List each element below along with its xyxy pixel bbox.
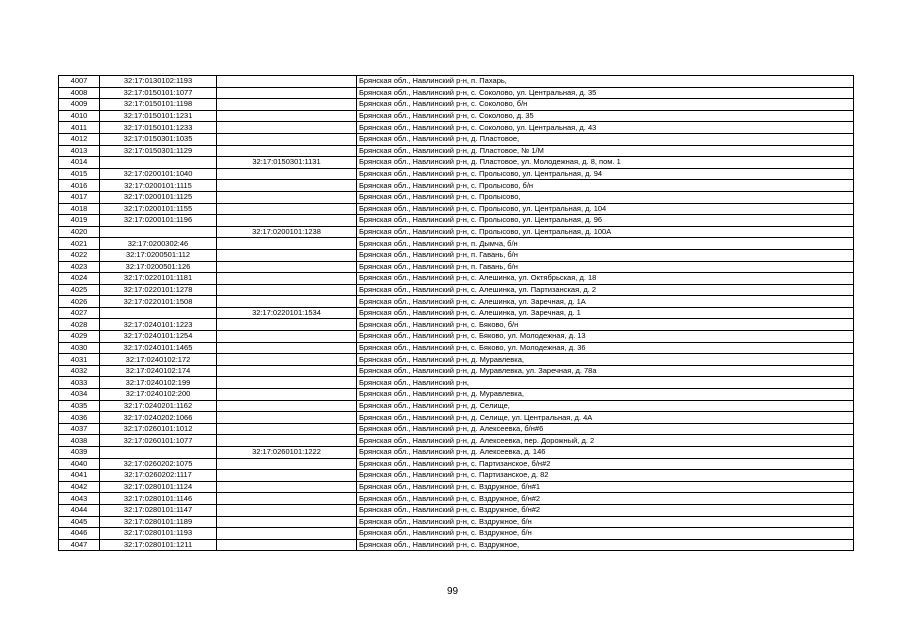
cadastral-number-cell: 32:17:0240202:1066 xyxy=(100,412,217,424)
table-row xyxy=(59,226,854,238)
table-row xyxy=(59,470,854,482)
table-row xyxy=(59,481,854,493)
registry-table-body xyxy=(59,76,854,551)
cadastral-number-cell: 32:17:0260101:1077 xyxy=(100,435,217,447)
cadastral-number-cell xyxy=(100,307,217,319)
row-number-cell: 4042 xyxy=(59,481,100,493)
table-row xyxy=(59,180,854,192)
address-cell: Брянская обл., Навлинский р-н, с. Вздружное, б/н#2 xyxy=(357,493,854,505)
cadastral-number-alt-cell: 32:17:0150301:1131 xyxy=(217,157,357,169)
table-row xyxy=(59,191,854,203)
cadastral-number-alt-cell xyxy=(217,191,357,203)
cadastral-number-cell: 32:17:0200501:126 xyxy=(100,261,217,273)
cadastral-number-alt-cell xyxy=(217,168,357,180)
cadastral-number-cell: 32:17:0280101:1211 xyxy=(100,539,217,551)
cadastral-number-cell: 32:17:0240102:172 xyxy=(100,354,217,366)
row-number-cell: 4041 xyxy=(59,470,100,482)
cadastral-number-alt-cell xyxy=(217,180,357,192)
address-cell: Брянская обл., Навлинский р-н, д. Муравлевка, ул. Заречная, д. 78а xyxy=(357,365,854,377)
cadastral-number-alt-cell xyxy=(217,528,357,540)
address-cell: Брянская обл., Навлинский р-н, с. Соколово, ул. Центральная, д. 35 xyxy=(357,87,854,99)
cadastral-number-cell: 32:17:0280101:1189 xyxy=(100,516,217,528)
row-number-cell: 4028 xyxy=(59,319,100,331)
cadastral-number-cell: 32:17:0240102:174 xyxy=(100,365,217,377)
cadastral-number-alt-cell xyxy=(217,261,357,273)
table-row xyxy=(59,354,854,366)
cadastral-number-cell: 32:17:0150101:1198 xyxy=(100,99,217,111)
cadastral-number-cell: 32:17:0220101:1278 xyxy=(100,284,217,296)
cadastral-number-alt-cell xyxy=(217,470,357,482)
table-row xyxy=(59,539,854,551)
row-number-cell: 4035 xyxy=(59,400,100,412)
row-number-cell: 4038 xyxy=(59,435,100,447)
table-row xyxy=(59,319,854,331)
address-cell: Брянская обл., Навлинский р-н, с. Соколово, д. 35 xyxy=(357,110,854,122)
cadastral-number-cell: 32:17:0150101:1233 xyxy=(100,122,217,134)
table-row xyxy=(59,145,854,157)
page-number: 99 xyxy=(446,586,459,597)
row-number-cell: 4010 xyxy=(59,110,100,122)
row-number-cell: 4007 xyxy=(59,76,100,88)
cadastral-number-cell: 32:17:0240102:199 xyxy=(100,377,217,389)
row-number-cell: 4027 xyxy=(59,307,100,319)
cadastral-number-cell: 32:17:0240101:1254 xyxy=(100,331,217,343)
address-cell: Брянская обл., Навлинский р-н, с. Вздружное, б/н xyxy=(357,516,854,528)
address-cell: Брянская обл., Навлинский р-н, с. Алешинка, ул. Заречная, д. 1 xyxy=(357,307,854,319)
cadastral-number-alt-cell: 32:17:0200101:1238 xyxy=(217,226,357,238)
cadastral-number-cell: 32:17:0240101:1465 xyxy=(100,342,217,354)
row-number-cell: 4043 xyxy=(59,493,100,505)
cadastral-number-alt-cell xyxy=(217,354,357,366)
address-cell: Брянская обл., Навлинский р-н, с. Партизанское, д. 82 xyxy=(357,470,854,482)
table-row xyxy=(59,76,854,88)
cadastral-number-alt-cell xyxy=(217,273,357,285)
row-number-cell: 4039 xyxy=(59,447,100,459)
address-cell: Брянская обл., Навлинский р-н, с. Пролысово, xyxy=(357,191,854,203)
cadastral-number-alt-cell xyxy=(217,504,357,516)
row-number-cell: 4017 xyxy=(59,191,100,203)
table-row xyxy=(59,516,854,528)
table-row xyxy=(59,284,854,296)
row-number-cell: 4032 xyxy=(59,365,100,377)
address-cell: Брянская обл., Навлинский р-н, с. Алешинка, ул. Заречная, д. 1А xyxy=(357,296,854,308)
address-cell: Брянская обл., Навлинский р-н, с. Пролысово, ул. Центральная, д. 104 xyxy=(357,203,854,215)
cadastral-number-cell: 32:17:0150301:1035 xyxy=(100,133,217,145)
cadastral-number-alt-cell: 32:17:0260101:1222 xyxy=(217,447,357,459)
address-cell: Брянская обл., Навлинский р-н, с. Алешинка, ул. Октябрьская, д. 18 xyxy=(357,273,854,285)
address-cell: Брянская обл., Навлинский р-н, д. Пластовое, xyxy=(357,133,854,145)
table-row xyxy=(59,423,854,435)
table-row xyxy=(59,307,854,319)
cadastral-number-cell: 32:17:0150101:1077 xyxy=(100,87,217,99)
row-number-cell: 4011 xyxy=(59,122,100,134)
table-row xyxy=(59,203,854,215)
row-number-cell: 4031 xyxy=(59,354,100,366)
cadastral-number-alt-cell xyxy=(217,389,357,401)
address-cell: Брянская обл., Навлинский р-н, с. Бяково, б/н xyxy=(357,319,854,331)
cadastral-number-cell: 32:17:0240101:1223 xyxy=(100,319,217,331)
cadastral-number-cell: 32:17:0200101:1196 xyxy=(100,215,217,227)
cadastral-number-alt-cell xyxy=(217,539,357,551)
cadastral-number-alt-cell xyxy=(217,87,357,99)
table-row xyxy=(59,238,854,250)
table-row xyxy=(59,389,854,401)
row-number-cell: 4040 xyxy=(59,458,100,470)
address-cell: Брянская обл., Навлинский р-н, с. Вздружное, xyxy=(357,539,854,551)
address-cell: Брянская обл., Навлинский р-н, п. Пахарь, xyxy=(357,76,854,88)
address-cell: Брянская обл., Навлинский р-н, п. Гавань, б/н xyxy=(357,261,854,273)
cadastral-number-alt-cell xyxy=(217,238,357,250)
cadastral-number-alt-cell xyxy=(217,516,357,528)
table-row xyxy=(59,377,854,389)
address-cell: Брянская обл., Навлинский р-н, с. Пролысово, ул. Центральная, д. 96 xyxy=(357,215,854,227)
cadastral-number-alt-cell xyxy=(217,331,357,343)
address-cell: Брянская обл., Навлинский р-н, д. Алексеевка, д. 146 xyxy=(357,447,854,459)
row-number-cell: 4015 xyxy=(59,168,100,180)
address-cell: Брянская обл., Навлинский р-н, п. Дымча, б/н xyxy=(357,238,854,250)
table-row xyxy=(59,261,854,273)
cadastral-number-cell: 32:17:0260101:1012 xyxy=(100,423,217,435)
address-cell: Брянская обл., Навлинский р-н, д. Алексеевка, пер. Дорожный, д. 2 xyxy=(357,435,854,447)
row-number-cell: 4045 xyxy=(59,516,100,528)
cadastral-number-cell: 32:17:0280101:1147 xyxy=(100,504,217,516)
address-cell: Брянская обл., Навлинский р-н, с. Пролысово, б/н xyxy=(357,180,854,192)
cadastral-number-alt-cell xyxy=(217,377,357,389)
cadastral-number-alt-cell xyxy=(217,493,357,505)
table-row xyxy=(59,122,854,134)
cadastral-number-cell: 32:17:0220101:1181 xyxy=(100,273,217,285)
row-number-cell: 4033 xyxy=(59,377,100,389)
cadastral-number-alt-cell xyxy=(217,133,357,145)
cadastral-number-cell xyxy=(100,157,217,169)
cadastral-number-alt-cell xyxy=(217,412,357,424)
cadastral-number-cell: 32:17:0130102:1193 xyxy=(100,76,217,88)
address-cell: Брянская обл., Навлинский р-н, с. Алешинка, ул. Партизанская, д. 2 xyxy=(357,284,854,296)
cadastral-number-cell: 32:17:0200501:112 xyxy=(100,249,217,261)
table-row xyxy=(59,296,854,308)
row-number-cell: 4022 xyxy=(59,249,100,261)
row-number-cell: 4009 xyxy=(59,99,100,111)
cadastral-number-alt-cell xyxy=(217,481,357,493)
address-cell: Брянская обл., Навлинский р-н, д. Пластовое, № 1/М xyxy=(357,145,854,157)
address-cell: Брянская обл., Навлинский р-н, с. Бяково, ул. Молодежная, д. 13 xyxy=(357,331,854,343)
cadastral-number-alt-cell xyxy=(217,365,357,377)
cadastral-number-cell: 32:17:0200302:46 xyxy=(100,238,217,250)
cadastral-number-cell: 32:17:0200101:1040 xyxy=(100,168,217,180)
row-number-cell: 4012 xyxy=(59,133,100,145)
cadastral-number-alt-cell xyxy=(217,319,357,331)
row-number-cell: 4013 xyxy=(59,145,100,157)
address-cell: Брянская обл., Навлинский р-н, д. Муравлевка, xyxy=(357,354,854,366)
cadastral-number-cell: 32:17:0240201:1162 xyxy=(100,400,217,412)
row-number-cell: 4023 xyxy=(59,261,100,273)
cadastral-number-cell: 32:17:0260202:1075 xyxy=(100,458,217,470)
address-cell: Брянская обл., Навлинский р-н, с. Бяково, ул. Молодежная, д. 36 xyxy=(357,342,854,354)
row-number-cell: 4018 xyxy=(59,203,100,215)
cadastral-number-cell: 32:17:0200101:1115 xyxy=(100,180,217,192)
table-row xyxy=(59,157,854,169)
cadastral-number-cell: 32:17:0280101:1146 xyxy=(100,493,217,505)
row-number-cell: 4025 xyxy=(59,284,100,296)
table-row xyxy=(59,110,854,122)
table-row xyxy=(59,87,854,99)
cadastral-number-alt-cell xyxy=(217,458,357,470)
row-number-cell: 4030 xyxy=(59,342,100,354)
table-row xyxy=(59,99,854,111)
table-row xyxy=(59,168,854,180)
address-cell: Брянская обл., Навлинский р-н, п. Гавань, б/н xyxy=(357,249,854,261)
table-row xyxy=(59,249,854,261)
row-number-cell: 4016 xyxy=(59,180,100,192)
cadastral-number-alt-cell xyxy=(217,122,357,134)
cadastral-number-cell: 32:17:0200101:1125 xyxy=(100,191,217,203)
address-cell: Брянская обл., Навлинский р-н, д. Алексеевка, б/н#6 xyxy=(357,423,854,435)
table-row xyxy=(59,331,854,343)
cadastral-number-cell xyxy=(100,447,217,459)
address-cell: Брянская обл., Навлинский р-н, с. Вздружное, б/н#2 xyxy=(357,504,854,516)
address-cell: Брянская обл., Навлинский р-н, д. Пластовое, ул. Молодежная, д. 8, пом. 1 xyxy=(357,157,854,169)
cadastral-number-cell: 32:17:0200101:1155 xyxy=(100,203,217,215)
address-cell: Брянская обл., Навлинский р-н, с. Пролысово, ул. Центральная, д. 94 xyxy=(357,168,854,180)
address-cell: Брянская обл., Навлинский р-н, д. Муравлевка, xyxy=(357,389,854,401)
cadastral-number-alt-cell xyxy=(217,423,357,435)
row-number-cell: 4029 xyxy=(59,331,100,343)
cadastral-number-alt-cell xyxy=(217,342,357,354)
property-registry-table xyxy=(58,75,854,551)
address-cell: Брянская обл., Навлинский р-н, с. Вздружное, б/н#1 xyxy=(357,481,854,493)
row-number-cell: 4046 xyxy=(59,528,100,540)
table-row xyxy=(59,435,854,447)
cadastral-number-alt-cell xyxy=(217,284,357,296)
cadastral-number-cell xyxy=(100,226,217,238)
row-number-cell: 4026 xyxy=(59,296,100,308)
address-cell: Брянская обл., Навлинский р-н, с. Партизанское, б/н#2 xyxy=(357,458,854,470)
cadastral-number-cell: 32:17:0280101:1124 xyxy=(100,481,217,493)
address-cell: Брянская обл., Навлинский р-н, с. Вздружное, б/н xyxy=(357,528,854,540)
cadastral-number-alt-cell xyxy=(217,400,357,412)
table-row xyxy=(59,447,854,459)
cadastral-number-alt-cell xyxy=(217,296,357,308)
row-number-cell: 4044 xyxy=(59,504,100,516)
row-number-cell: 4008 xyxy=(59,87,100,99)
cadastral-number-cell: 32:17:0280101:1193 xyxy=(100,528,217,540)
address-cell: Брянская обл., Навлинский р-н, xyxy=(357,377,854,389)
row-number-cell: 4047 xyxy=(59,539,100,551)
cadastral-number-alt-cell xyxy=(217,76,357,88)
cadastral-number-cell: 32:17:0150301:1129 xyxy=(100,145,217,157)
table-row xyxy=(59,365,854,377)
address-cell: Брянская обл., Навлинский р-н, д. Селище, xyxy=(357,400,854,412)
table-row xyxy=(59,504,854,516)
table-row xyxy=(59,493,854,505)
address-cell: Брянская обл., Навлинский р-н, с. Соколово, ул. Центральная, д. 43 xyxy=(357,122,854,134)
row-number-cell: 4019 xyxy=(59,215,100,227)
cadastral-number-alt-cell xyxy=(217,203,357,215)
cadastral-number-alt-cell xyxy=(217,435,357,447)
cadastral-number-alt-cell xyxy=(217,215,357,227)
row-number-cell: 4021 xyxy=(59,238,100,250)
cadastral-number-alt-cell xyxy=(217,99,357,111)
cadastral-number-cell: 32:17:0150101:1231 xyxy=(100,110,217,122)
table-row xyxy=(59,215,854,227)
table-row xyxy=(59,412,854,424)
row-number-cell: 4014 xyxy=(59,157,100,169)
table-row xyxy=(59,273,854,285)
row-number-cell: 4036 xyxy=(59,412,100,424)
cadastral-number-alt-cell xyxy=(217,110,357,122)
address-cell: Брянская обл., Навлинский р-н, с. Соколово, б/н xyxy=(357,99,854,111)
table-row xyxy=(59,528,854,540)
cadastral-number-alt-cell xyxy=(217,249,357,261)
cadastral-number-alt-cell: 32:17:0220101:1534 xyxy=(217,307,357,319)
row-number-cell: 4020 xyxy=(59,226,100,238)
cadastral-number-cell: 32:17:0260202:1117 xyxy=(100,470,217,482)
cadastral-number-alt-cell xyxy=(217,145,357,157)
row-number-cell: 4034 xyxy=(59,389,100,401)
table-row xyxy=(59,458,854,470)
address-cell: Брянская обл., Навлинский р-н, с. Пролысово, ул. Центральная, д. 100А xyxy=(357,226,854,238)
row-number-cell: 4037 xyxy=(59,423,100,435)
cadastral-number-cell: 32:17:0240102:200 xyxy=(100,389,217,401)
cadastral-number-cell: 32:17:0220101:1508 xyxy=(100,296,217,308)
row-number-cell: 4024 xyxy=(59,273,100,285)
table-row xyxy=(59,400,854,412)
address-cell: Брянская обл., Навлинский р-н, д. Селище, ул. Центральная, д. 4А xyxy=(357,412,854,424)
table-row xyxy=(59,342,854,354)
table-row xyxy=(59,133,854,145)
